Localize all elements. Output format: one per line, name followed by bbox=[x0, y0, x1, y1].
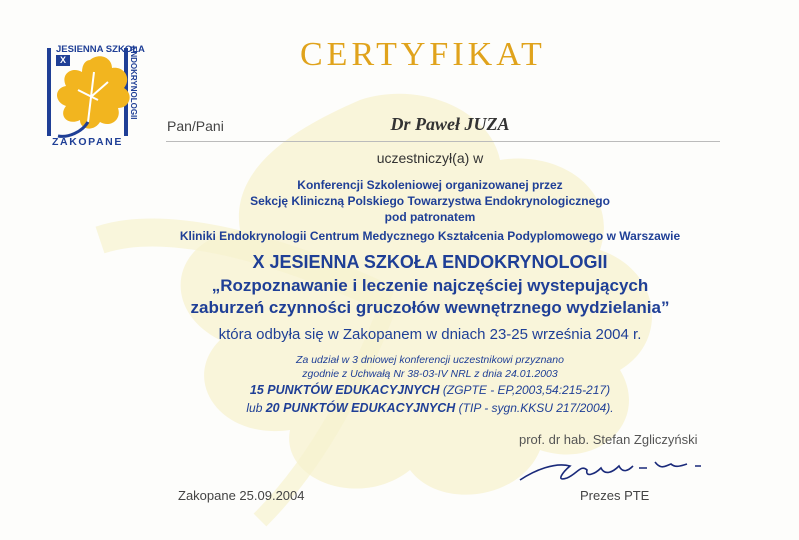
event-dates: która odbyła się w Zakopanem w dniach 23-25 września 2004 r. bbox=[218, 326, 642, 343]
lub-text: lub bbox=[246, 401, 263, 415]
logo-top-text: JESIENNA SZKOŁA bbox=[56, 44, 145, 55]
signer-name: prof. dr hab. Stefan Zgliczyński bbox=[519, 432, 698, 447]
organizer-line-3: pod patronatem bbox=[384, 210, 476, 224]
credits-line-4 bbox=[140, 401, 720, 415]
credits-line-1: Za udział w 3 dniowej konferencji uczestnikowi przyznano bbox=[296, 354, 564, 366]
organizer-line-1: Konferencji Szkoleniowej organizowanej przez bbox=[297, 178, 563, 192]
credits-line-2: zgodnie z Uchwałą Nr 38-03-IV NRL z dnia 24.01.2003 bbox=[302, 368, 558, 380]
pan-pani-label: Pan/Pani bbox=[167, 118, 224, 134]
topic-line-2: zaburzeń czynności gruczołów wewnętrznego wydzielania” bbox=[190, 298, 670, 317]
certificate-title: CERTYFIKAT bbox=[300, 36, 546, 73]
points-primary: 15 PUNKTÓW EDUKACYJNYCH bbox=[249, 383, 440, 397]
credits-line-3 bbox=[140, 383, 720, 397]
points-alternative-ref: (TIP - sygn.KKSU 217/2004). bbox=[458, 401, 614, 415]
handwritten-signature bbox=[515, 452, 715, 488]
recipient-name: Dr Paweł JUZA bbox=[390, 114, 510, 134]
place-and-date: Zakopane 25.09.2004 bbox=[178, 488, 305, 503]
points-alternative: 20 PUNKTÓW EDUKACYJNYCH bbox=[265, 401, 456, 415]
participated-text: uczestniczył(a) w bbox=[376, 150, 484, 166]
organizer-line-4: Kliniki Endokrynologii Centrum Medycznego Kształcenia Podyplomowego w Warszawie bbox=[179, 229, 681, 243]
topic-line-1: „Rozpoznawanie i leczenie najczęściej wystepujących bbox=[211, 276, 649, 295]
points-primary-ref: (ZGPTE - EP,2003,54:215-217) bbox=[442, 383, 611, 397]
signer-role: Prezes PTE bbox=[580, 488, 650, 503]
event-name: X JESIENNA SZKOŁA ENDOKRYNOLOGII bbox=[252, 252, 608, 272]
logo bbox=[38, 38, 148, 150]
logo-side-text: ENDOKRYNOLOGII bbox=[129, 46, 138, 120]
organizer-line-2: Sekcję Kliniczną Polskiego Towarzystwa Endokrynologicznego bbox=[250, 194, 610, 208]
name-underline bbox=[166, 141, 720, 142]
logo-numeral: X bbox=[56, 55, 70, 66]
logo-bottom-text: ZAKOPANE bbox=[52, 136, 123, 148]
